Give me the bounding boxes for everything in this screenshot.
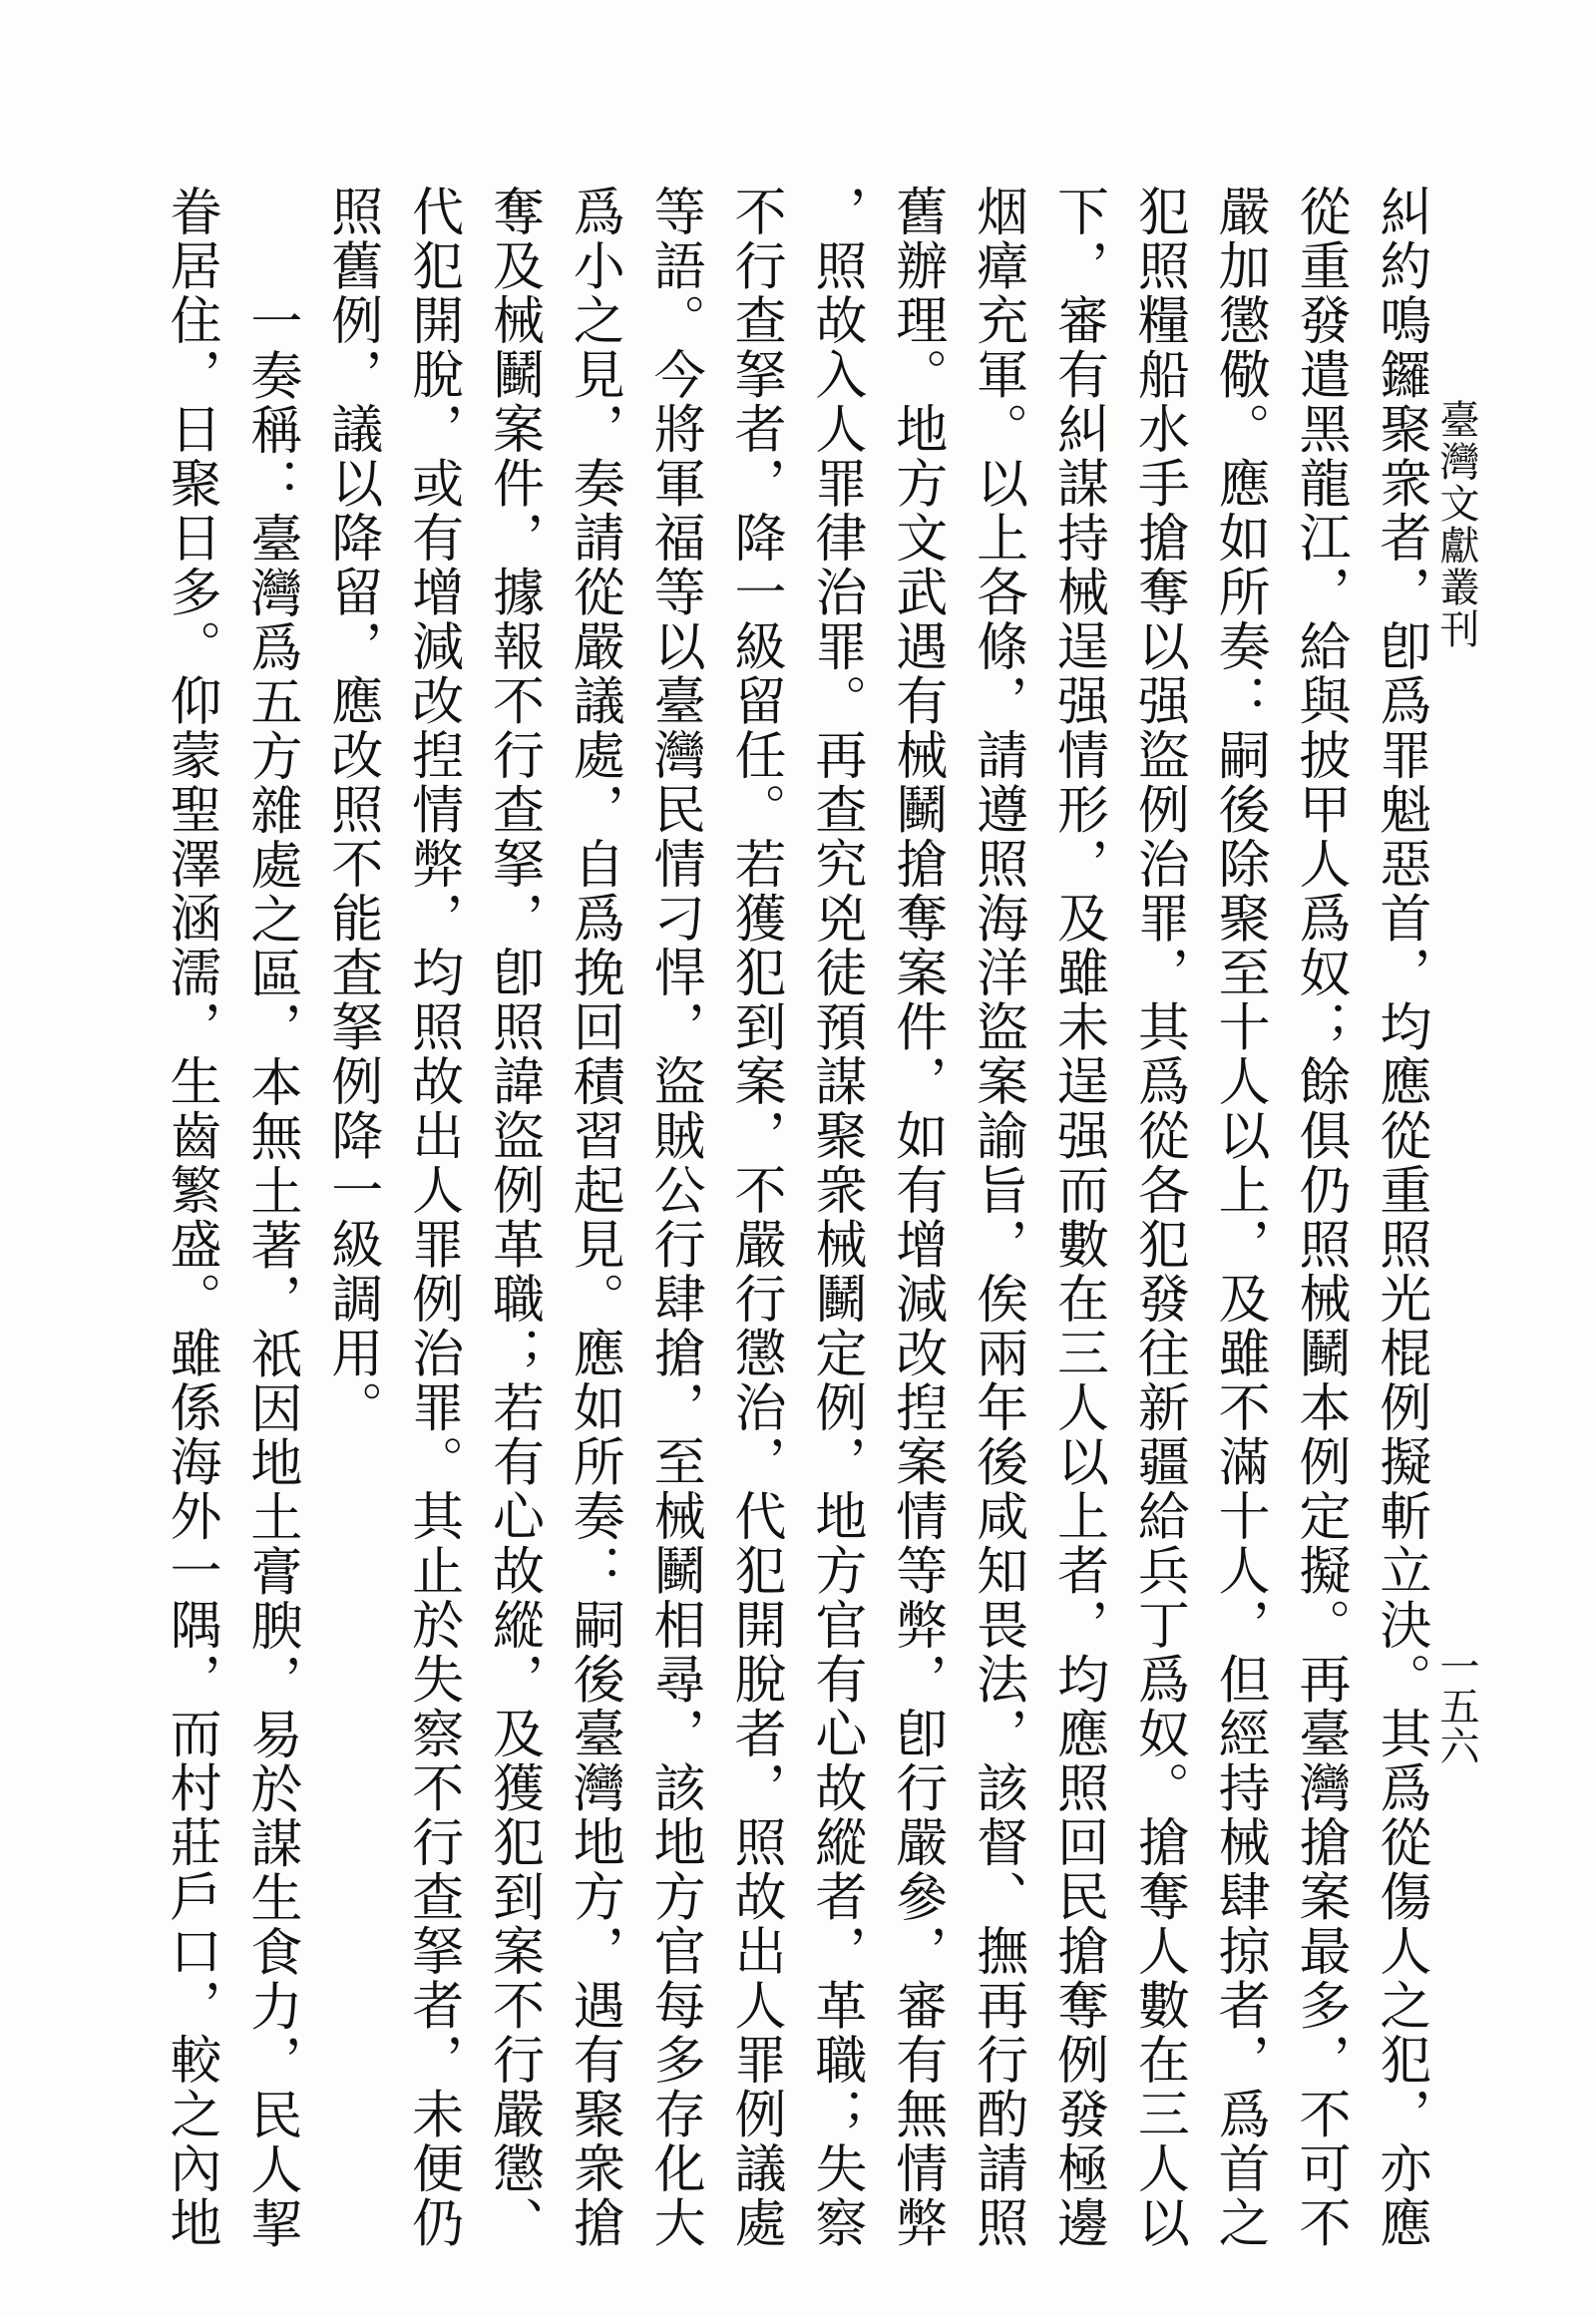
running-header-title: 臺灣文獻叢刊	[1433, 399, 1479, 650]
text-column-5: 下，審有糾謀持械逞强情形，及雖未逞强而數在三人以上者，均應照回民搶奪例發極邊	[1047, 185, 1108, 2250]
text-column-15: 一奏稱：臺灣爲五方雜處之區，本無土著，祇因地土膏腴，易於謀生食力，民人挈	[240, 294, 301, 2251]
text-column-7: 舊辦理。地方文武遇有械鬭搶奪案件，如有增減改揑案情等弊，卽行嚴參，審有無情弊	[886, 185, 947, 2250]
text-column-6: 烟瘴充軍。以上各條，請遵照海洋盜案諭旨，俟兩年後咸知畏法，該督、撫再行酌請照	[967, 185, 1027, 2250]
text-column-14: 照舊例，議以降留，應改照不能査拏例降一級調用。	[321, 185, 382, 1435]
text-column-2: 從重發遣黑龍江，給與披甲人爲奴；餘俱仍照械鬭本例定擬。再臺灣搶案最多，不可不	[1290, 185, 1351, 2250]
text-column-10: 等語。今將軍福等以臺灣民情刁悍，盜賊公行肆搶，至械鬭相尋，該地方官每多存化大	[644, 185, 705, 2250]
text-column-4: 犯照糧船水手搶奪以强盜例治罪，其爲從各犯發往新疆給兵丁爲奴。搶奪人數在三人以	[1128, 185, 1189, 2250]
text-column-13: 代犯開脫，或有增減改揑情弊，均照故出人罪例治罪。其止於失察不行查拏者，未便仍	[402, 185, 463, 2250]
text-column-16: 眷居住，日聚日多。仰蒙聖澤涵濡，生齒繁盛。雖係海外一隅，而村莊戶口，較之內地	[161, 185, 220, 2250]
vertical-text-body	[161, 185, 1430, 2251]
text-column-9: 不行查拏者，降一級留任。若獲犯到案，不嚴行懲治，代犯開脫者，照故出人罪例議處	[725, 185, 786, 2250]
text-column-1: 糾約鳴鑼聚衆者，卽爲罪魁惡首，均應從重照光棍例擬斬立決。其爲從傷人之犯，亦應	[1370, 185, 1430, 2250]
text-column-12: 奪及械鬭案件，據報不行查拏，卽照諱盜例革職；若有心故縱，及獲犯到案不行嚴懲、	[483, 185, 544, 2250]
page-number: 一五六	[1433, 1646, 1479, 1765]
text-column-8: ，照故入人罪律治罪。再查究兇徒預謀聚衆械鬭定例，地方官有心故縱者，革職；失察	[805, 185, 866, 2250]
text-column-3: 嚴加懲儆。應如所奏：嗣後除聚至十人以上，及雖不滿十人，但經持械肆掠者，爲首之	[1209, 185, 1270, 2250]
text-column-11: 爲小之見，奏請從嚴議處，自爲挽回積習起見。應如所奏：嗣後臺灣地方，遇有聚衆搶	[564, 185, 624, 2250]
